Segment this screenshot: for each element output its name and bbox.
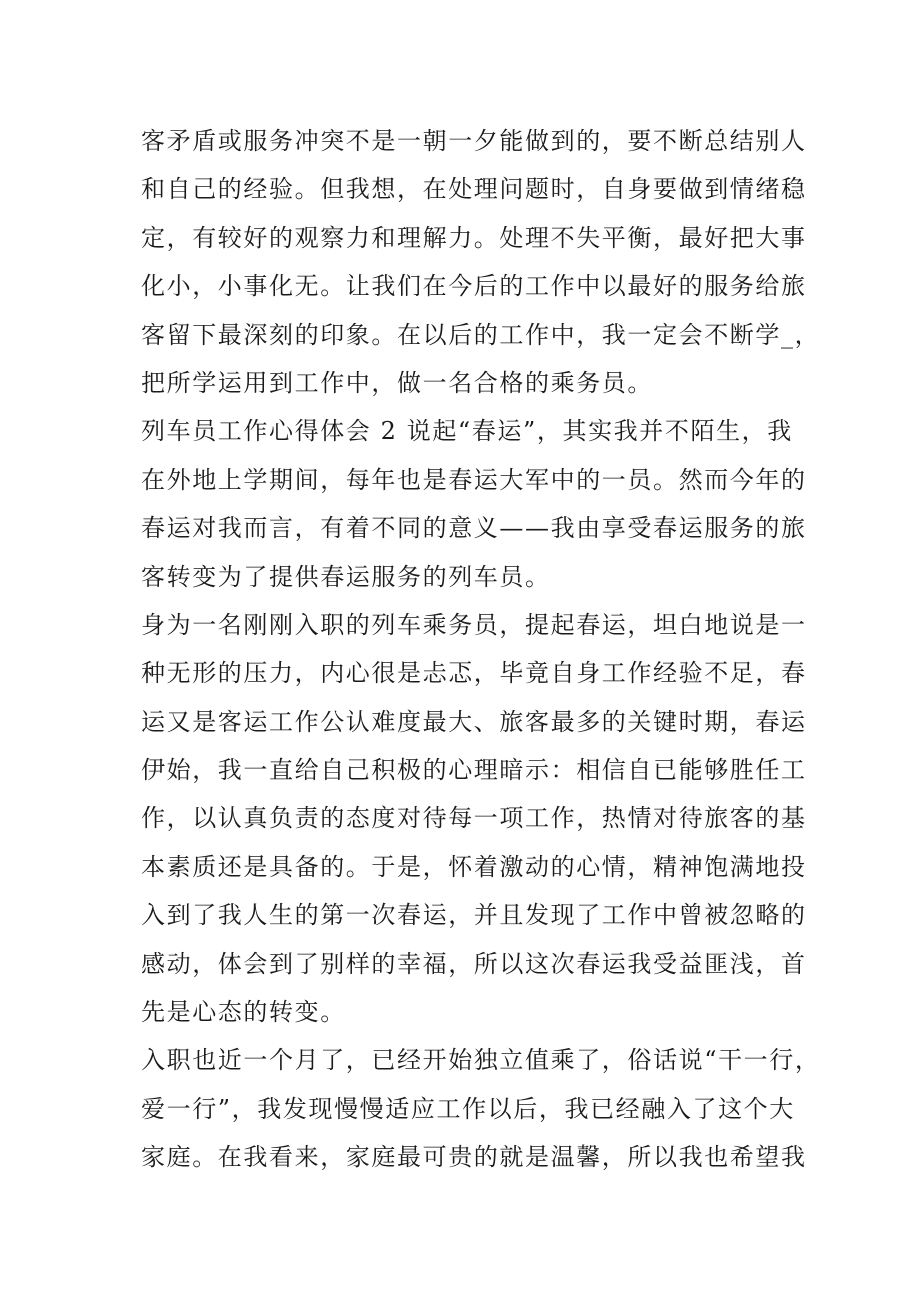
text-line: 春运对我而言，有着不同的意义——我由享受春运服务的旅 (141, 514, 807, 543)
text-line: 定，有较好的观察力和理解力。处理不失平衡，最好把大事 (141, 223, 807, 252)
text-line: 作，以认真负责的态度对待每一项工作，热情对待旅客的基 (141, 804, 807, 833)
paragraph-1 (141, 117, 821, 407)
text-line: 客矛盾或服务冲突不是一朝一夕能做到的，要不断总结别人 (141, 127, 807, 155)
paragraph-2 (141, 407, 807, 601)
text-line: 伊始，我一直给自己积极的心理暗示：相信自已能够胜任工 (141, 756, 807, 785)
text-line: 入职也近一个月了，已经开始独立值乘了，俗话说“干一行， (141, 1046, 821, 1075)
document-body (141, 117, 821, 1182)
paragraph-4 (141, 1036, 821, 1181)
paragraph-3 (141, 601, 807, 1037)
text-line: 在外地上学期间，每年也是春运大军中的一员。然而今年的 (141, 465, 807, 494)
text-line: 入到了我人生的第一次春运，并且发现了工作中曾被忽略的 (141, 901, 807, 930)
text-line: 爱一行”，我发现慢慢适应工作以后，我已经融入了这个大 (141, 1094, 795, 1123)
text-line: 化小，小事化无。让我们在今后的工作中以最好的服务给旅 (141, 272, 807, 301)
text-line: 把所学运用到工作中，做一名合格的乘务员。 (141, 368, 653, 397)
text-line: 客留下最深刻的印象。在以后的工作中，我一定会不断学_， (141, 320, 821, 349)
text-line: 种无形的压力，内心很是忐忑，毕竟自身工作经验不足，春 (141, 659, 807, 688)
text-line: 先是心态的转变。 (141, 998, 346, 1027)
text-line: 列车员工作心得体会 2 说起“春运”，其实我并不陌生，我 (141, 417, 793, 446)
text-line: 运又是客运工作公认难度最大、旅客最多的关键时期，春运 (141, 707, 807, 736)
text-line: 感动，体会到了别样的幸福，所以这次春运我受益匪浅，首 (141, 949, 807, 978)
text-line: 和自己的经验。但我想，在处理问题时，自身要做到情绪稳 (141, 175, 807, 204)
text-line: 本素质还是具备的。于是，怀着激动的心情，精神饱满地投 (141, 852, 807, 881)
text-line: 身为一名刚刚入职的列车乘务员，提起春运，坦白地说是一 (141, 610, 807, 639)
text-line: 客转变为了提供春运服务的列车员。 (141, 562, 551, 591)
text-line: 家庭。在我看来，家庭最可贵的就是温馨，所以我也希望我 (141, 1143, 807, 1172)
